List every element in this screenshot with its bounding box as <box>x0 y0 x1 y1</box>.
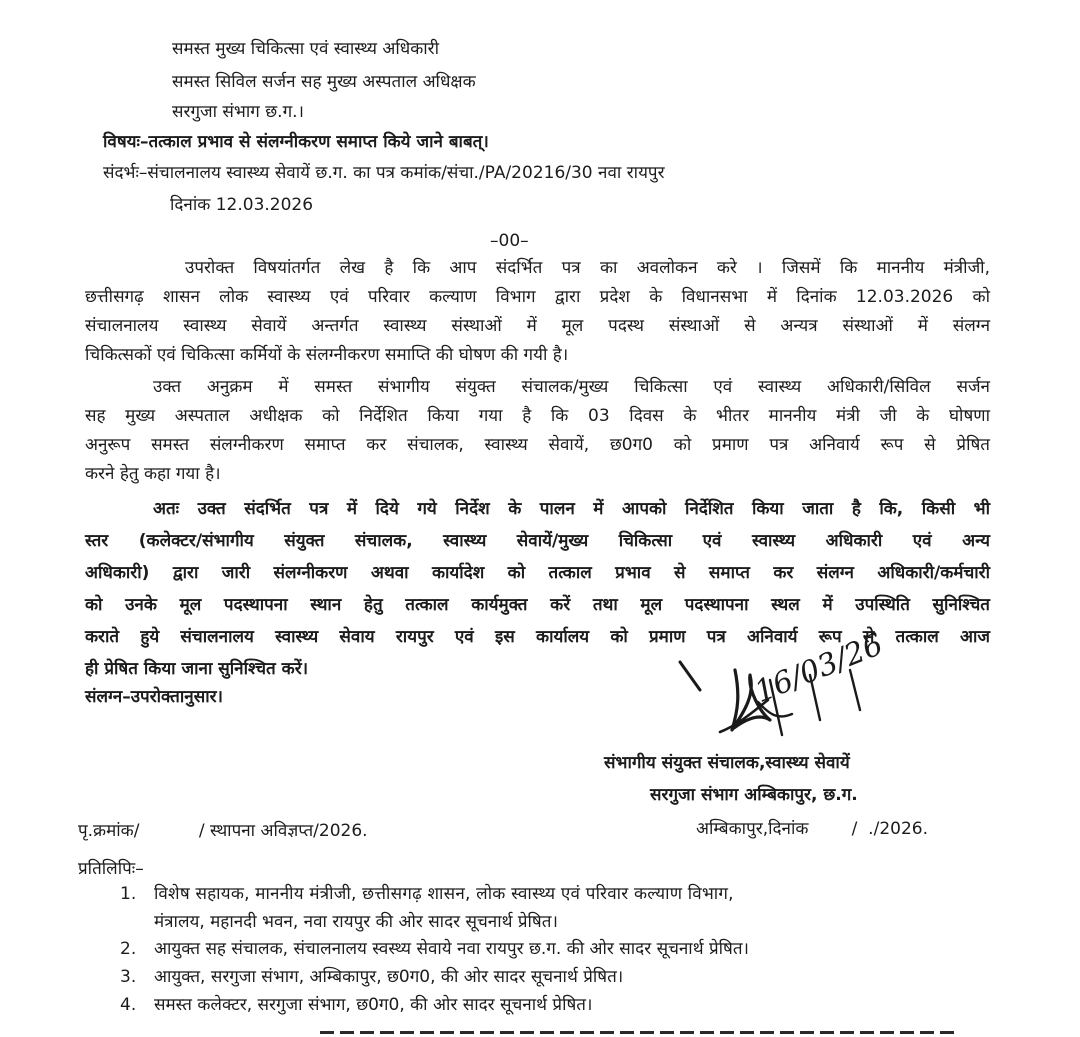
copy-to-text: आयुक्त सह संचालक, संचालनालय स्वस्थ्य सेवाये नवा रायपुर छ.ग. की ओर सादर सूचनार्थ प्रेषित। <box>154 939 749 959</box>
endorsement-number: पृ.क्रमांक/ / स्थापना अविज्ञप्त/2026. <box>78 821 368 841</box>
copy-to-item-2 <box>120 935 749 963</box>
signatory-designation: संभागीय संयुक्त संचालक,स्वास्थ्य सेवायें <box>604 753 850 773</box>
endorsement-date: अम्बिकापुर,दिनांक / ./2026. <box>696 819 928 839</box>
paragraph-3-line-4: को उनके मूल पदस्थापना स्थान हेतु तत्काल कार्यमुक्त करें तथा मूल पदस्थापना स्थल में उपस्थिति सुनिश्चित <box>85 595 990 615</box>
paragraph-3-line-6: ही प्रेषित किया जाना सुनिश्चित करें। <box>85 659 309 679</box>
copy-to-item-4 <box>120 991 592 1019</box>
enclosure-line: संलग्न–उपरोक्तानुसार। <box>85 687 223 707</box>
copy-to-item-3 <box>120 963 623 991</box>
signatory-office: सरगुजा संभाग अम्बिकापुर, छ.ग. <box>650 785 858 805</box>
paragraph-1-line-2: छत्तीसगढ़ शासन लोक स्वास्थ्य एवं परिवार कल्याण विभाग द्वारा प्रदेश के विधानसभा में दिनांक 12.03.2026 को <box>85 287 990 307</box>
paragraph-1-line-1: उपरोक्त विषयांतर्गत लेख है कि आप संदर्भित पत्र का अवलोकन करे । जिसमें कि माननीय मंत्रीजी, <box>185 258 990 278</box>
copy-to-text: समस्त कलेक्टर, सरगुजा संभाग, छ0ग0, की ओर सादर सूचनार्थ प्रेषित। <box>154 995 593 1015</box>
paragraph-1-line-3: संचालनालय स्वास्थ्य सेवायें अन्तर्गत स्वास्थ्य संस्थाओं में मूल पदस्थ संस्थाओं से अन्यत्र संस्थाओं में संलग्न <box>85 316 990 336</box>
copy-to-text: आयुक्त, सरगुजा संभाग, अम्बिकापुर, छ0ग0, की ओर सादर सूचनार्थ प्रेषित। <box>154 967 624 987</box>
separator-mark: –00– <box>490 231 529 251</box>
paragraph-2-line-4: करने हेतु कहा गया है। <box>85 464 221 484</box>
cutoff-text-fragment <box>320 1028 960 1037</box>
copy-to-number: 1. <box>120 884 137 904</box>
recipient-line-3: सरगुजा संभाग छ.ग.। <box>172 102 304 122</box>
copy-to-text-cont: मंत्रालय, महानदी भवन, नवा रायपुर की ओर सादर सूचनार्थ प्रेषित। <box>154 912 558 932</box>
paragraph-3-line-3: अधिकारी) द्वारा जारी संलग्नीकरण अथवा कार्यादेश को तत्काल प्रभाव से समाप्त कर संलग्न अधिकारी/कर्मचारी <box>85 563 990 583</box>
paragraph-3-line-2: स्तर (कलेक्टर/संभागीय संयुक्त संचालक, स्वास्थ्य सेवायें/मुख्य चिकित्सा एवं स्वास्थ्य अधिकारी एवं अन्य <box>85 531 990 551</box>
paragraph-2-line-1: उक्त अनुक्रम में समस्त संभागीय संयुक्त संचालक/मुख्य चिकित्सा एवं स्वास्थ्य अधिकारी/सिविल सर्जन <box>153 377 990 397</box>
subject-line: विषयः–तत्काल प्रभाव से संलग्नीकरण समाप्त किये जाने बाबत्। <box>103 132 489 152</box>
copy-to-label: प्रतिलिपिः– <box>78 859 144 879</box>
copy-to-number: 2. <box>120 939 137 959</box>
paragraph-3-line-5: कराते हुये संचालनालय स्वास्थ्य सेवाय रायपुर एवं इस कार्यालय को प्रमाण पत्र अनिवार्य रूप से तत्काल आज <box>85 627 990 647</box>
signature-date: 16/03/26 <box>749 627 888 710</box>
reference-line-1: संदर्भः–संचालनालय स्वास्थ्य सेवायें छ.ग. का पत्र कमांक/संचा./PA/20216/30 नवा रायपुर <box>103 163 665 183</box>
paragraph-3-line-1: अतः उक्त संदर्भित पत्र में दिये गये निर्देश के पालन में आपको निर्देशित किया जाता है कि, किसी भी <box>153 499 990 519</box>
paragraph-1 <box>85 254 990 370</box>
handwritten-signature <box>660 627 900 755</box>
paragraph-1-line-4: चिकित्सकों एवं चिकित्सा कर्मियों के संलग्नीकरण समाप्ति की घोषण की गयी है। <box>85 345 569 365</box>
copy-to-item-1 <box>120 880 734 936</box>
copy-to-number: 4. <box>120 995 137 1015</box>
paragraph-2 <box>85 373 990 489</box>
recipient-line-1: समस्त मुख्य चिकित्सा एवं स्वास्थ्य अधिकारी <box>172 39 440 59</box>
paragraph-2-line-3: अनुरूप समस्त संलग्नीकरण समाप्त कर संचालक, स्वास्थ्य सेवायें, छ0ग0 को प्रमाण पत्र अनिवार्य रूप से प्रेषित <box>85 435 990 455</box>
paragraph-2-line-2: सह मुख्य अस्पताल अधीक्षक को निर्देशित किया गया है कि 03 दिवस के भीतर माननीय मंत्री जी के घोषणा <box>85 406 990 426</box>
copy-to-number: 3. <box>120 967 137 987</box>
recipient-line-2: समस्त सिविल सर्जन सह मुख्य अस्पताल अधिक्षक <box>172 72 476 92</box>
reference-date: दिनांक 12.03.2026 <box>170 195 314 215</box>
copy-to-text: विशेष सहायक, माननीय मंत्रीजी, छत्तीसगढ़ शासन, लोक स्वास्थ्य एवं परिवार कल्याण विभाग, <box>154 884 734 904</box>
